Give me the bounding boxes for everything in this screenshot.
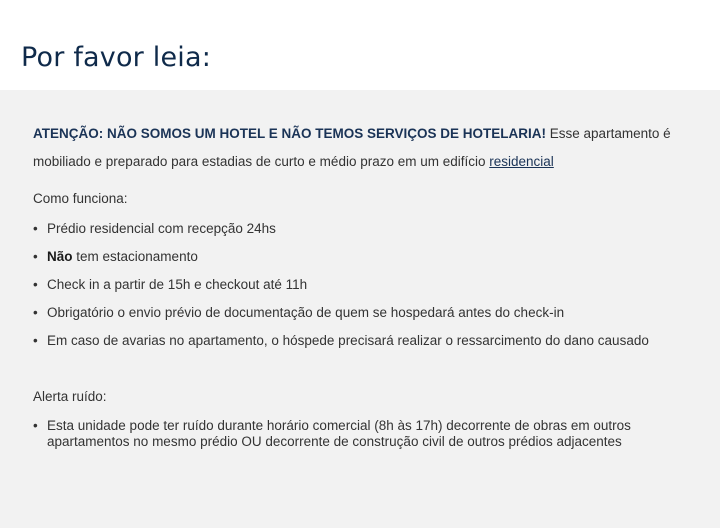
residencial-link[interactable]: residencial bbox=[489, 154, 554, 169]
notice-warning: ATENÇÃO: NÃO SOMOS UM HOTEL E NÃO TEMOS SERVIÇOS DE HOTELARIA! bbox=[33, 126, 547, 141]
page-title: Por favor leia: bbox=[21, 42, 212, 73]
list-item-text: Obrigatório o envio prévio de documentação de quem se hospedará antes do check-in bbox=[47, 305, 565, 320]
list-item bbox=[33, 276, 703, 294]
how-it-works-list bbox=[33, 220, 703, 350]
notice-text: Esse apartamento é mobiliado e preparado para estadias de curto e médio prazo em um edifício bbox=[33, 126, 671, 169]
list-item bbox=[33, 304, 703, 322]
list-item bbox=[33, 248, 703, 266]
list-item bbox=[33, 332, 703, 350]
info-panel bbox=[0, 90, 720, 528]
list-item-text: Em caso de avarias no apartamento, o hóspede precisará realizar o ressarcimento do dano causado bbox=[47, 333, 649, 348]
how-it-works-label: Como funciona: bbox=[33, 191, 128, 206]
info-content bbox=[33, 120, 703, 460]
noise-alert-label: Alerta ruído: bbox=[33, 389, 107, 404]
list-item bbox=[33, 418, 703, 450]
list-item-text: tem estacionamento bbox=[72, 249, 198, 264]
list-item-text: Check in a partir de 15h e checkout até 11h bbox=[47, 277, 308, 292]
noise-alert-list bbox=[33, 418, 703, 450]
list-item bbox=[33, 220, 703, 238]
list-item-text: Prédio residencial com recepção 24hs bbox=[47, 221, 276, 236]
notice-paragraph bbox=[33, 120, 703, 176]
header bbox=[0, 0, 720, 90]
list-item-strong: Não bbox=[47, 249, 73, 264]
list-item-text: Esta unidade pode ter ruído durante horário comercial (8h às 17h) decorrente de obras em outros apartamentos no mesmo prédio OU decorrente de construção civil de outros prédios adjacentes bbox=[47, 418, 631, 449]
